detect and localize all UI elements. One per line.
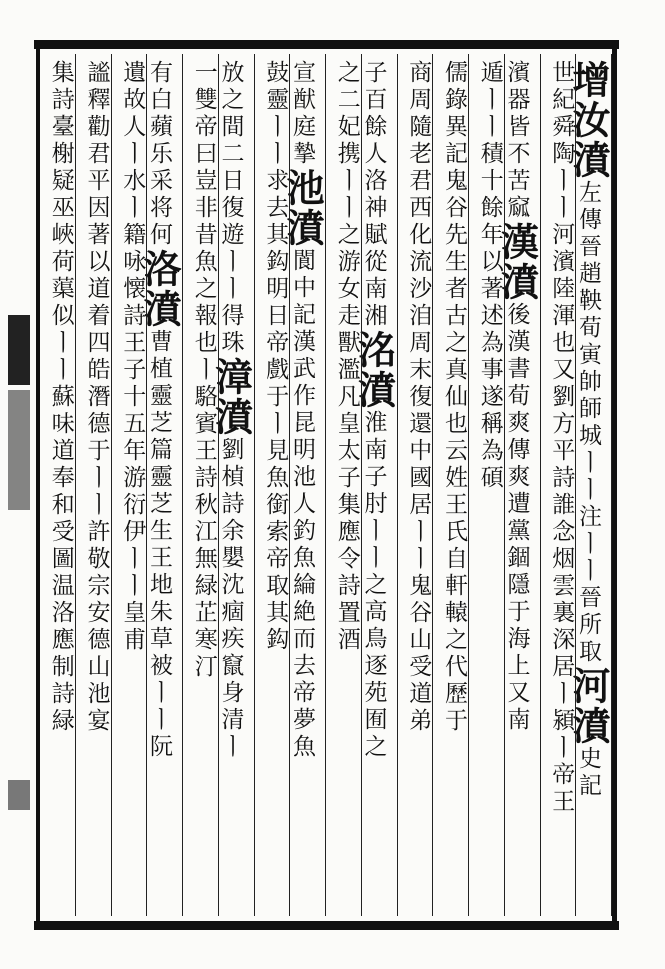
bottom-border: [34, 921, 619, 930]
text-column: [208, 54, 255, 916]
text-run: 左傳晉趙鞅荀寅帥師城ㅣㅣ注ㅣㅣ晉所取: [575, 180, 601, 666]
text-run: 走獸濫凡皇太子集應令詩置酒: [333, 303, 360, 654]
text-run: 集詩臺榭疑巫峽荷蕖似ㅣㅣ蘇味道奉和受圖温洛應制詩緑: [47, 60, 74, 735]
text-column: [469, 54, 505, 916]
text-run: 後漢書荀爽傳爽遭黨錮隱于海上又南: [503, 302, 530, 734]
text-column: [351, 54, 398, 916]
text-run: 之二妃携ㅣㅣ之游女: [333, 60, 360, 303]
column-text: [326, 60, 361, 910]
column-text: [541, 60, 576, 910]
right-border: [612, 40, 617, 930]
text-run: 商周隨老君西化流沙洎周末復還中國居ㅣㅣ鬼谷山受道弟: [405, 60, 432, 735]
column-text: [398, 60, 433, 910]
column-text: [40, 60, 75, 910]
text-run: 閬中記漢武作昆明池人釣魚綸絶而去帝夢魚: [289, 248, 315, 761]
text-column: [183, 54, 219, 916]
column-text: [208, 60, 254, 910]
column-text: [76, 60, 111, 910]
text-run: 鼓靈ㅣㅣ: [262, 60, 289, 168]
text-run: 一雙帝曰豈非昔魚之報也: [190, 60, 217, 357]
text-run: 世紀舜陶ㅣㅣ河濱: [548, 60, 575, 276]
headword: 增汝濆: [566, 60, 611, 180]
text-column: [433, 54, 469, 916]
column-text: [433, 60, 468, 910]
headword: 池濆: [280, 168, 325, 248]
column-text: [351, 60, 397, 910]
text-run: 遁ㅣㅣ積十餘年以著述為事遂稱為碩: [476, 60, 503, 492]
text-run: 史記: [575, 746, 601, 800]
text-run: 籍咏懐詩王子十五年游衍伊ㅣㅣ皇甫: [119, 222, 146, 654]
text-column: [566, 54, 612, 916]
column-text: [112, 60, 147, 910]
column-text: [137, 60, 182, 910]
text-run: 謐釋勸君平因著以道着四皓潛德于ㅣㅣ許敬宗安德山池宴: [83, 60, 110, 735]
text-run: 淮南子肘ㅣㅣ之高鳥逐苑囿之: [360, 410, 387, 761]
adjacent-page-edge: [0, 40, 32, 930]
text-column: [398, 54, 434, 916]
text-run: 遺故人ㅣ水ㅣ: [119, 60, 146, 222]
column-text: [255, 60, 290, 910]
column-text: [566, 60, 611, 910]
column-text: [183, 60, 218, 910]
column-text: [469, 60, 504, 910]
top-border: [34, 40, 619, 49]
text-column: [326, 54, 362, 916]
text-run: 劉楨詩余嬰沈痼疾竄身清ㅣ: [217, 437, 244, 761]
text-column: [280, 54, 326, 916]
text-run: 宣猷庭摯: [289, 60, 315, 168]
headword: 河濆: [566, 666, 611, 746]
headword: 漢濆: [494, 222, 540, 302]
headword: 洛濆: [137, 249, 182, 329]
text-column: [137, 54, 183, 916]
column-text: [280, 60, 325, 910]
text-run: 陸渾也又劉方平詩誰念烟雲裏深居ㅣ潁ㅣ: [548, 276, 575, 762]
text-run: 子百餘人洛神賦從南湘: [360, 60, 387, 330]
text-column: [541, 54, 577, 916]
text-run: 帝王: [548, 762, 575, 816]
text-column: [40, 54, 76, 916]
text-run: 曹植靈芝篇靈芝生王地朱草被ㅣㅣ阮: [146, 329, 172, 761]
text-run: 濱器皆不苦窳: [503, 60, 530, 222]
text-run: ㅣ駱賓王詩秋江無緑芷寒汀: [190, 357, 217, 681]
text-run: 求去其鈎明日帝戲于ㅣ見魚銜索帝取其鈎: [262, 168, 289, 654]
text-column: [255, 54, 291, 916]
text-run: 放之間二日復遊ㅣㅣ得珠: [217, 60, 244, 357]
text-column: [76, 54, 112, 916]
headword: 洺濆: [351, 330, 397, 410]
text-column: [112, 54, 148, 916]
headword: 漳濆: [208, 357, 254, 437]
column-text: [494, 60, 540, 910]
text-column: [494, 54, 541, 916]
text-run: 儒錄異記鬼谷先生者古之真仙也云姓王氏自軒轅之代歷于: [441, 60, 467, 735]
text-run: 有白蘋乐采将何: [146, 60, 172, 249]
